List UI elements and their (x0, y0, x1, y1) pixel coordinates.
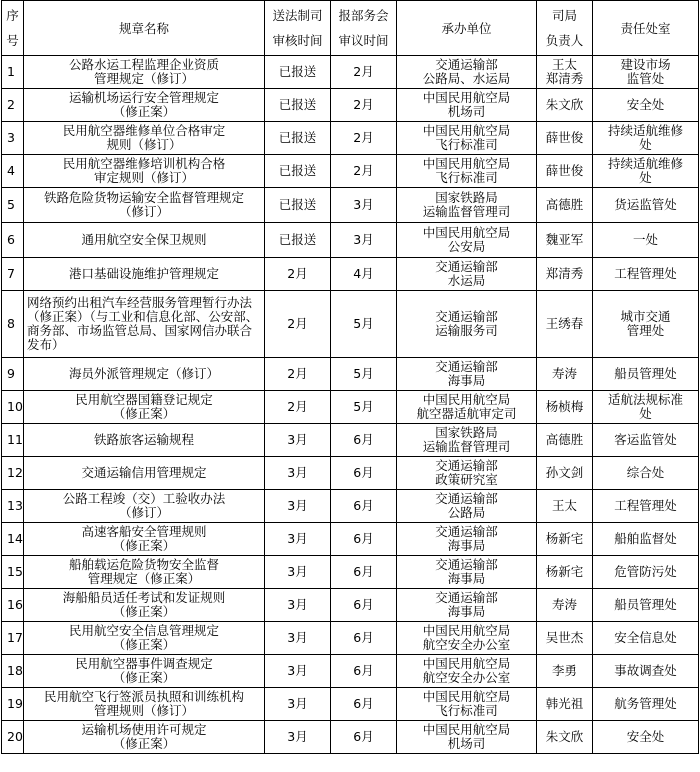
leader: 孙文剑 (537, 457, 593, 490)
meeting-time: 6月 (331, 589, 397, 622)
leader: 杨桢梅 (537, 391, 593, 424)
leader: 王太 郑清秀 (537, 56, 593, 89)
table-row (2, 622, 699, 655)
table-row (2, 589, 699, 622)
regulation-name: 交通运输信用管理规定 (24, 457, 265, 490)
meeting-time: 4月 (331, 258, 397, 291)
row-index: 1 (2, 56, 24, 89)
department: 工程管理处 (593, 258, 699, 291)
regulation-name: 船舶载运危险货物安全监督 管理规定（修正案） (24, 556, 265, 589)
meeting-time: 3月 (331, 223, 397, 258)
meeting-time: 5月 (331, 358, 397, 391)
organizer: 中国民用航空局 航空安全办公室 (397, 655, 537, 688)
organizer: 国家铁路局 运输监督管理司 (397, 188, 537, 223)
organizer: 交通运输部 政策研究室 (397, 457, 537, 490)
department: 持续适航维修 处 (593, 122, 699, 155)
department: 航务管理处 (593, 688, 699, 721)
row-index: 7 (2, 258, 24, 291)
department: 船员管理处 (593, 589, 699, 622)
regulation-name: 网络预约出租汽车经营服务管理暂行办法（修正案）（与工业和信息化部、公安部、商务部、市场监管总局、国家网信办联合发布） (24, 291, 265, 358)
leader: 郑清秀 (537, 258, 593, 291)
department: 船员管理处 (593, 358, 699, 391)
row-index: 4 (2, 155, 24, 188)
meeting-time: 6月 (331, 655, 397, 688)
table-row (2, 721, 699, 754)
leader: 寿涛 (537, 589, 593, 622)
regulation-name: 铁路旅客运输规程 (24, 424, 265, 457)
regulation-name: 公路工程竣（交）工验收办法 （修订） (24, 490, 265, 523)
table-row (2, 457, 699, 490)
header-review-time: 送法制司 审核时间 (265, 1, 331, 56)
row-index: 9 (2, 358, 24, 391)
regulation-name: 铁路危险货物运输安全监督管理规定 （修订） (24, 188, 265, 223)
department: 安全处 (593, 721, 699, 754)
meeting-time: 6月 (331, 523, 397, 556)
department: 工程管理处 (593, 490, 699, 523)
review-time: 已报送 (265, 56, 331, 89)
regulation-name: 民用航空器维修单位合格审定 规则（修订） (24, 122, 265, 155)
meeting-time: 6月 (331, 556, 397, 589)
row-index: 16 (2, 589, 24, 622)
leader: 薛世俊 (537, 122, 593, 155)
department: 安全处 (593, 89, 699, 122)
department: 一处 (593, 223, 699, 258)
review-time: 3月 (265, 655, 331, 688)
regulation-name: 通用航空安全保卫规则 (24, 223, 265, 258)
header-meeting-time: 报部务会 审议时间 (331, 1, 397, 56)
meeting-time: 6月 (331, 457, 397, 490)
header-organizer: 承办单位 (397, 1, 537, 56)
organizer: 中国民用航空局 航空安全办公室 (397, 622, 537, 655)
organizer: 中国民用航空局 飞行标准司 (397, 122, 537, 155)
review-time: 2月 (265, 391, 331, 424)
regulation-name: 港口基础设施维护管理规定 (24, 258, 265, 291)
leader: 杨新宅 (537, 523, 593, 556)
regulation-name: 民用航空器国籍登记规定 （修正案） (24, 391, 265, 424)
organizer: 交通运输部 运输服务司 (397, 291, 537, 358)
organizer: 中国民用航空局 公安局 (397, 223, 537, 258)
meeting-time: 2月 (331, 155, 397, 188)
row-index: 12 (2, 457, 24, 490)
department: 适航法规标准 处 (593, 391, 699, 424)
leader: 李勇 (537, 655, 593, 688)
header-department: 责任处室 (593, 1, 699, 56)
row-index: 14 (2, 523, 24, 556)
row-index: 19 (2, 688, 24, 721)
organizer: 中国民用航空局 机场司 (397, 89, 537, 122)
organizer: 中国民用航空局 航空器适航审定司 (397, 391, 537, 424)
leader: 朱文欣 (537, 89, 593, 122)
department: 船舶监督处 (593, 523, 699, 556)
leader: 朱文欣 (537, 721, 593, 754)
review-time: 3月 (265, 490, 331, 523)
review-time: 2月 (265, 258, 331, 291)
leader: 薛世俊 (537, 155, 593, 188)
table-row (2, 291, 699, 358)
review-time: 已报送 (265, 122, 331, 155)
regulation-name: 公路水运工程监理企业资质 管理规定（修订） (24, 56, 265, 89)
row-index: 13 (2, 490, 24, 523)
review-time: 已报送 (265, 223, 331, 258)
table-row (2, 358, 699, 391)
regulation-name: 海船船员适任考试和发证规则 （修正案） (24, 589, 265, 622)
department: 事故调查处 (593, 655, 699, 688)
department: 城市交通 管理处 (593, 291, 699, 358)
header-index: 序 号 (2, 1, 24, 56)
review-time: 3月 (265, 523, 331, 556)
review-time: 2月 (265, 291, 331, 358)
meeting-time: 5月 (331, 291, 397, 358)
regulation-name: 运输机场运行安全管理规定 （修正案） (24, 89, 265, 122)
row-index: 11 (2, 424, 24, 457)
regulation-name: 民用航空飞行签派员执照和训练机构 管理规则（修订） (24, 688, 265, 721)
review-time: 已报送 (265, 155, 331, 188)
meeting-time: 6月 (331, 490, 397, 523)
department: 综合处 (593, 457, 699, 490)
table-row (2, 424, 699, 457)
regulation-name: 海员外派管理规定（修订） (24, 358, 265, 391)
department: 建设市场 监管处 (593, 56, 699, 89)
table-row (2, 56, 699, 89)
leader: 韩光祖 (537, 688, 593, 721)
organizer: 交通运输部 公路局、水运局 (397, 56, 537, 89)
review-time: 3月 (265, 721, 331, 754)
header-name: 规章名称 (24, 1, 265, 56)
organizer: 中国民用航空局 飞行标准司 (397, 155, 537, 188)
review-time: 3月 (265, 424, 331, 457)
row-index: 15 (2, 556, 24, 589)
meeting-time: 6月 (331, 622, 397, 655)
table-row (2, 490, 699, 523)
organizer: 交通运输部 海事局 (397, 556, 537, 589)
meeting-time: 6月 (331, 688, 397, 721)
regulations-table (1, 0, 699, 754)
department: 客运监管处 (593, 424, 699, 457)
regulation-name: 民用航空安全信息管理规定 （修正案） (24, 622, 265, 655)
department: 危管防污处 (593, 556, 699, 589)
row-index: 6 (2, 223, 24, 258)
organizer: 交通运输部 水运局 (397, 258, 537, 291)
regulation-name: 高速客船安全管理规则 （修正案） (24, 523, 265, 556)
organizer: 交通运输部 公路局 (397, 490, 537, 523)
review-time: 2月 (265, 358, 331, 391)
meeting-time: 6月 (331, 424, 397, 457)
meeting-time: 3月 (331, 188, 397, 223)
organizer: 交通运输部 海事局 (397, 358, 537, 391)
row-index: 2 (2, 89, 24, 122)
organizer: 中国民用航空局 飞行标准司 (397, 688, 537, 721)
table-row (2, 523, 699, 556)
leader: 高德胜 (537, 424, 593, 457)
meeting-time: 6月 (331, 721, 397, 754)
table-row (2, 223, 699, 258)
organizer: 交通运输部 海事局 (397, 523, 537, 556)
review-time: 3月 (265, 457, 331, 490)
meeting-time: 2月 (331, 56, 397, 89)
table-row (2, 258, 699, 291)
review-time: 3月 (265, 589, 331, 622)
review-time: 3月 (265, 688, 331, 721)
table-row (2, 655, 699, 688)
leader: 寿涛 (537, 358, 593, 391)
organizer: 国家铁路局 运输监督管理司 (397, 424, 537, 457)
review-time: 已报送 (265, 188, 331, 223)
leader: 吴世杰 (537, 622, 593, 655)
review-time: 3月 (265, 622, 331, 655)
leader: 王绣春 (537, 291, 593, 358)
table-row (2, 122, 699, 155)
leader: 高德胜 (537, 188, 593, 223)
regulation-name: 民用航空器维修培训机构合格 审定规则（修订） (24, 155, 265, 188)
header-row (2, 1, 699, 56)
regulation-name: 民用航空器事件调查规定 （修正案） (24, 655, 265, 688)
table-row (2, 556, 699, 589)
regulation-name: 运输机场使用许可规定 （修正案） (24, 721, 265, 754)
leader: 魏亚军 (537, 223, 593, 258)
row-index: 18 (2, 655, 24, 688)
table-row (2, 188, 699, 223)
table-row (2, 155, 699, 188)
row-index: 20 (2, 721, 24, 754)
organizer: 中国民用航空局 机场司 (397, 721, 537, 754)
table-row (2, 688, 699, 721)
department: 货运监管处 (593, 188, 699, 223)
meeting-time: 2月 (331, 122, 397, 155)
department: 持续适航维修 处 (593, 155, 699, 188)
row-index: 10 (2, 391, 24, 424)
meeting-time: 2月 (331, 89, 397, 122)
leader: 王太 (537, 490, 593, 523)
row-index: 17 (2, 622, 24, 655)
department: 安全信息处 (593, 622, 699, 655)
table-row (2, 89, 699, 122)
review-time: 3月 (265, 556, 331, 589)
review-time: 已报送 (265, 89, 331, 122)
organizer: 交通运输部 海事局 (397, 589, 537, 622)
row-index: 8 (2, 291, 24, 358)
meeting-time: 5月 (331, 391, 397, 424)
row-index: 3 (2, 122, 24, 155)
leader: 杨新宅 (537, 556, 593, 589)
table-row (2, 391, 699, 424)
row-index: 5 (2, 188, 24, 223)
header-leader: 司局 负责人 (537, 1, 593, 56)
